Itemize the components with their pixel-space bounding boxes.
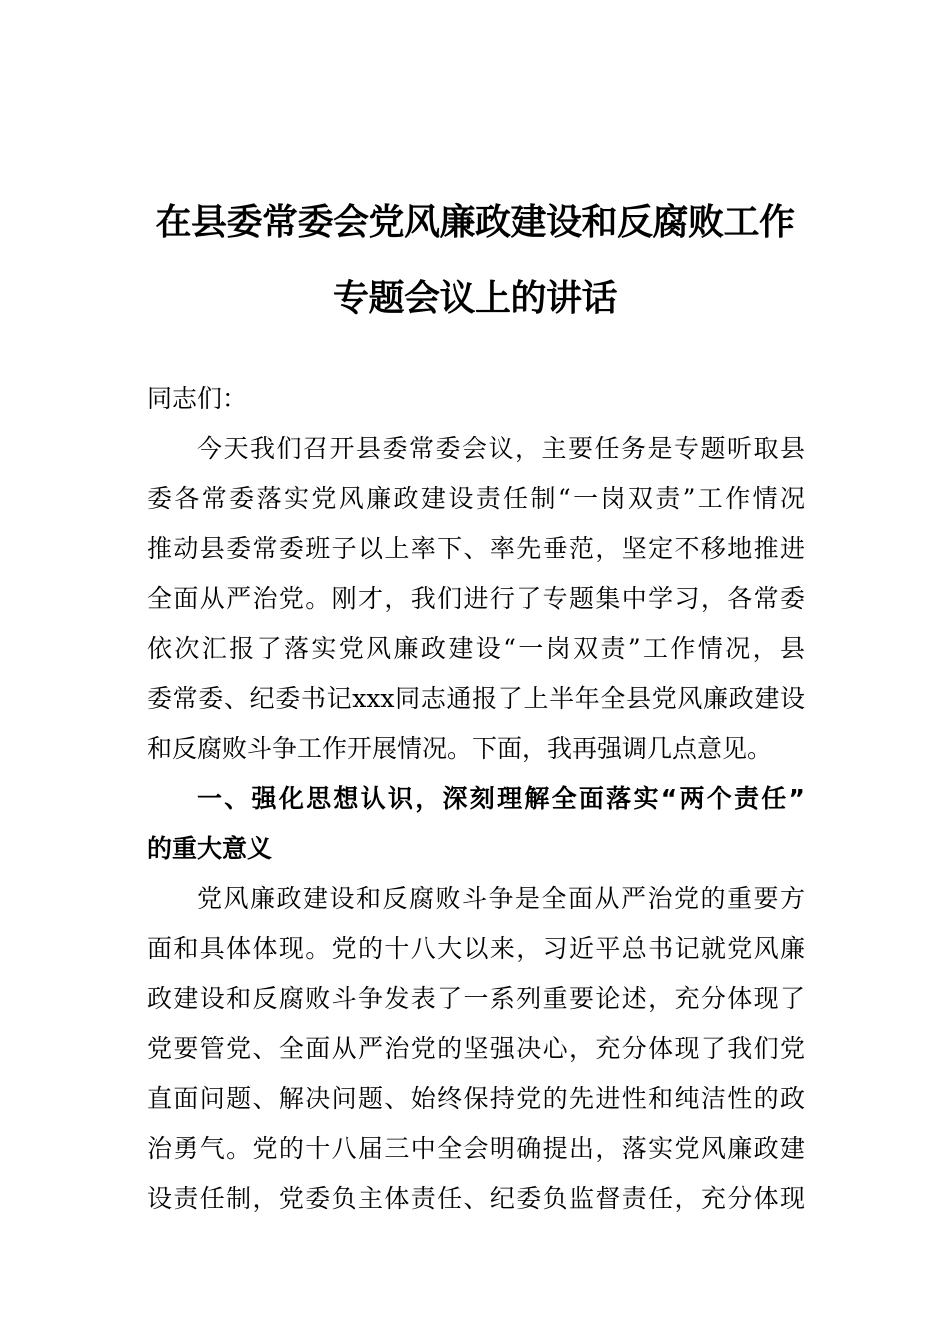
document-title-line-1: 在县委常委会党风廉政建设和反腐败工作 xyxy=(155,201,795,243)
paragraph-1-line: 依次汇报了落实党风廉政建设“一岗双责”工作情况，县 xyxy=(147,634,805,663)
paragraph-2-line: 政建设和反腐败斗争发表了一系列重要论述，充分体现了 xyxy=(147,984,805,1013)
section-1-heading-line: 的重大意义 xyxy=(147,834,273,863)
paragraph-2-line: 设责任制，党委负主体责任、纪委负监督责任，充分体现 xyxy=(147,1184,805,1213)
paragraph-2-line: 治勇气。党的十八届三中全会明确提出，落实党风廉政建 xyxy=(147,1134,805,1163)
paragraph-1-line: 今天我们召开县委常委会议，主要任务是专题听取县 xyxy=(197,434,805,463)
paragraph-1-line: 委各常委落实党风廉政建设责任制“一岗双责”工作情况 xyxy=(147,484,805,513)
paragraph-2-line: 党风廉政建设和反腐败斗争是全面从严治党的重要方 xyxy=(197,884,805,913)
paragraph-2-line: 面和具体体现。党的十八大以来，习近平总书记就党风廉 xyxy=(147,934,805,963)
section-1-heading-line: 一、强化思想认识，深刻理解全面落实“两个责任” xyxy=(197,784,805,813)
paragraph-2-line: 直面问题、解决问题、始终保持党的先进性和纯洁性的政 xyxy=(147,1084,805,1113)
paragraph-1-line: 全面从严治党。刚才，我们进行了专题集中学习，各常委 xyxy=(147,584,805,613)
paragraph-1-line: 和反腐败斗争工作开展情况。下面，我再强调几点意见。 xyxy=(147,734,773,763)
salutation: 同志们： xyxy=(147,384,248,413)
paragraph-2-line: 党要管党、全面从严治党的坚强决心，充分体现了我们党 xyxy=(147,1034,805,1063)
document-title-line-2: 专题会议上的讲话 xyxy=(332,277,617,319)
paragraph-1-line: 推动县委常委班子以上率下、率先垂范，坚定不移地推进 xyxy=(147,534,805,563)
paragraph-1-line: 委常委、纪委书记xxx同志通报了上半年全县党风廉政建设 xyxy=(147,684,805,713)
